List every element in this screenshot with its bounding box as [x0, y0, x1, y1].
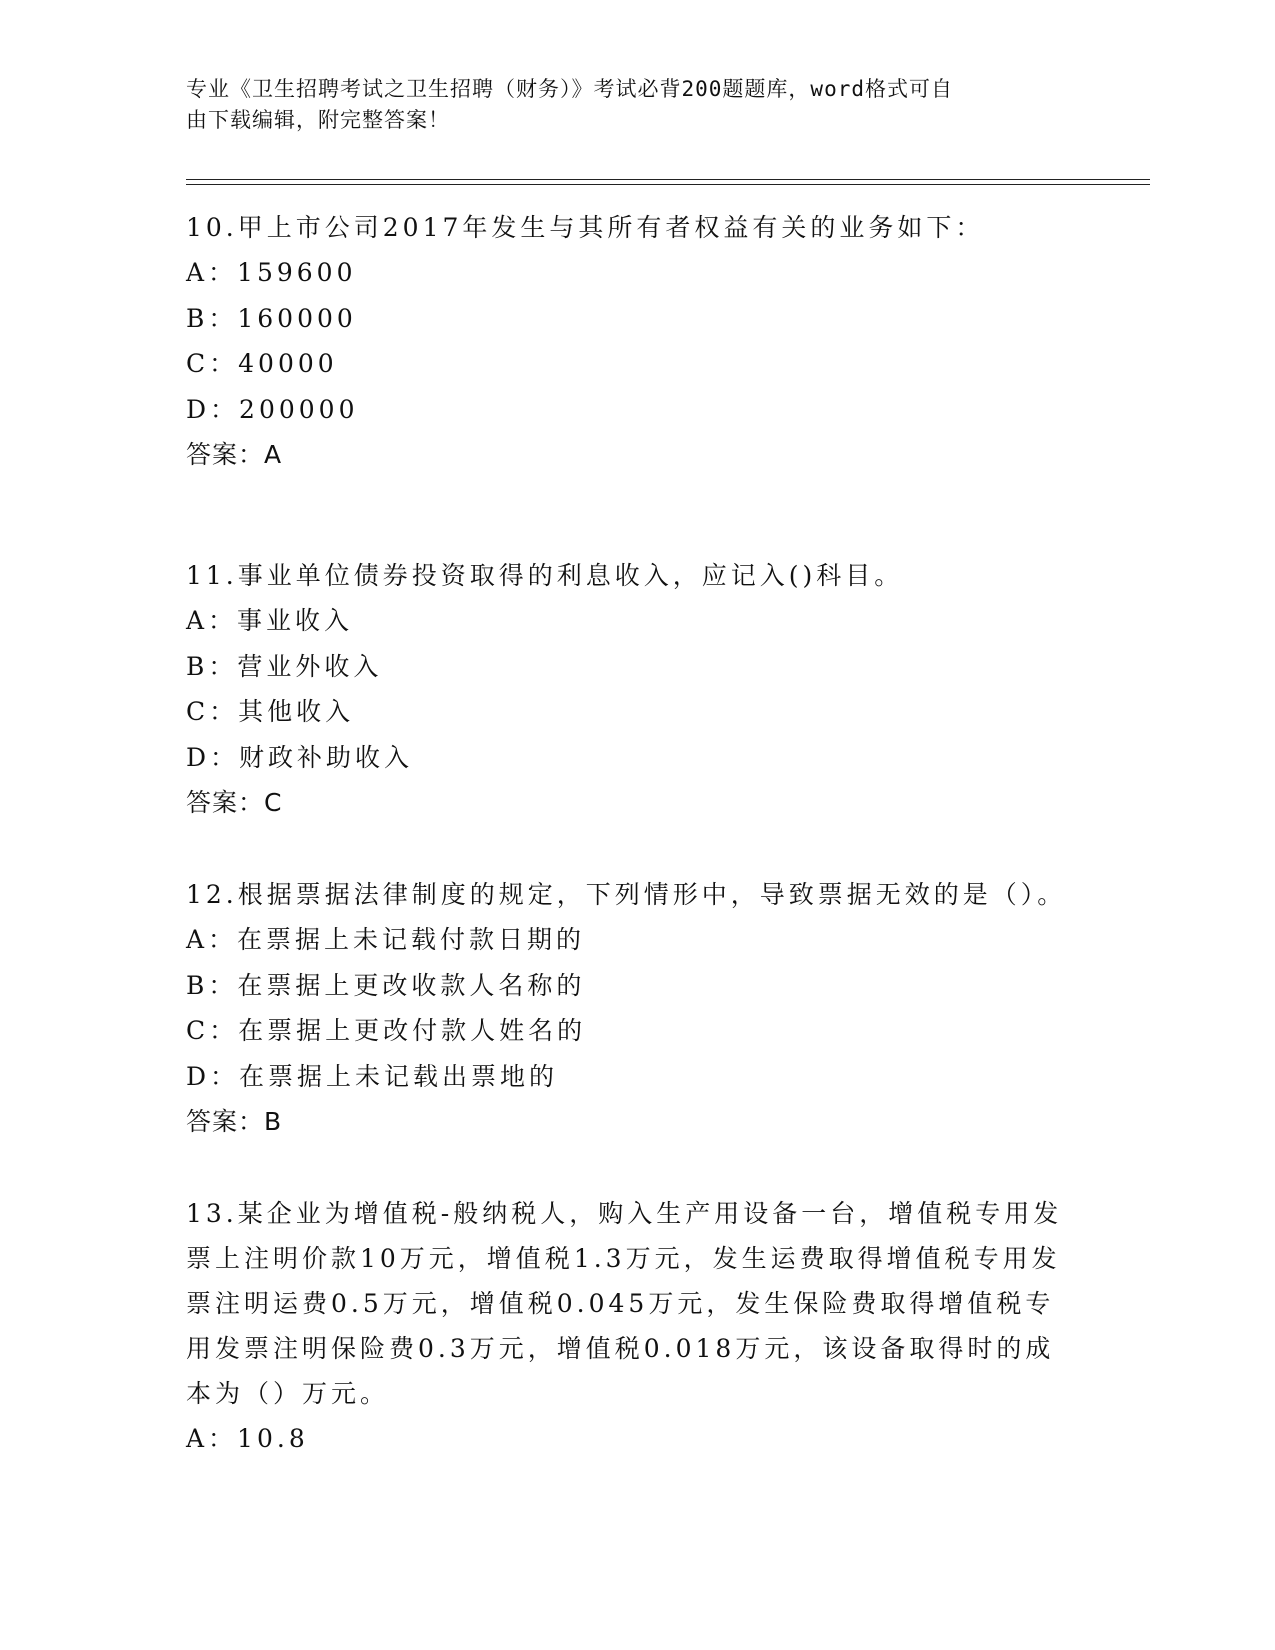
option-b: B：营业外收入 — [186, 651, 383, 681]
header-line-2: 由下载编辑，附完整答案！ — [186, 108, 450, 132]
option-b: B：160000 — [186, 303, 357, 333]
question-stem-line-4: 用发票注明保险费0.3万元，增值税0.018万元，该设备取得时的成 — [186, 1334, 1055, 1363]
header-divider-bottom — [186, 184, 1150, 185]
option-d: D：200000 — [186, 394, 359, 424]
option-a: A：事业收入 — [186, 606, 354, 635]
question-stem-line-1: 13.某企业为增值税-般纳税人，购入生产用设备一台，增值税专用发 — [186, 1199, 1063, 1228]
question-stem-line-2: 票上注明价款10万元，增值税1.3万元，发生运费取得增值税专用发 — [186, 1244, 1061, 1273]
option-a: A：在票据上未记载付款日期的 — [186, 925, 586, 954]
option-c: C：在票据上更改付款人姓名的 — [186, 1016, 587, 1045]
question-block — [186, 872, 1086, 1144]
question-block — [186, 205, 1086, 477]
question-stem: 11.事业单位债券投资取得的利息收入，应记入()科目。 — [186, 561, 904, 590]
option-c: C：其他收入 — [186, 697, 355, 726]
option-c: C：40000 — [186, 349, 338, 378]
option-d: D：财政补助收入 — [186, 742, 414, 772]
option-b: B：在票据上更改收款人名称的 — [186, 970, 586, 1000]
option-a: A：159600 — [186, 258, 357, 287]
question-block — [186, 553, 1086, 825]
answer-line: 答案：A — [186, 440, 283, 469]
header-divider-top — [186, 179, 1150, 180]
header-line-1: 专业《卫生招聘考试之卫生招聘（财务）》考试必背200题题库，word格式可自 — [186, 77, 953, 101]
question-stem: 12.根据票据法律制度的规定，下列情形中，导致票据无效的是（）。 — [186, 880, 1067, 909]
question-block — [186, 1191, 1086, 1462]
document-header — [186, 74, 1086, 136]
question-stem-line-3: 票注明运费0.5万元，增值税0.045万元，发生保险费取得增值税专 — [186, 1289, 1055, 1318]
question-stem: 10.甲上市公司2017年发生与其所有者权益有关的业务如下： — [186, 213, 985, 242]
option-d: D：在票据上未记载出票地的 — [186, 1061, 559, 1091]
answer-line: 答案：C — [186, 788, 283, 817]
option-a: A：10.8 — [186, 1424, 309, 1453]
question-stem-line-5: 本为（）万元。 — [186, 1379, 390, 1408]
answer-line: 答案：B — [186, 1107, 283, 1136]
